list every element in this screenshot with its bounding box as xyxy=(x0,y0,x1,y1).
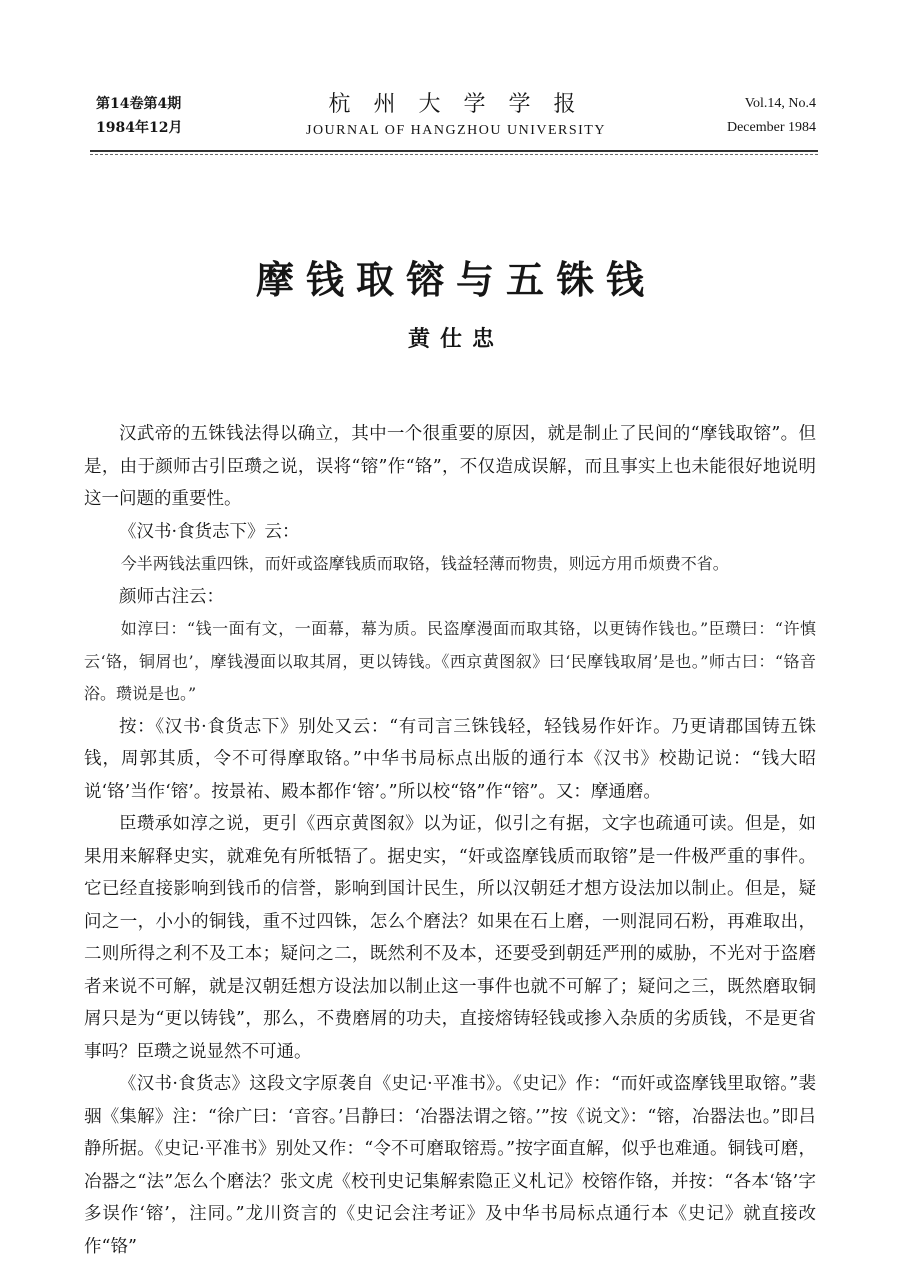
volume-issue-cn: 第14卷第4期 xyxy=(96,96,182,112)
paragraph-1: 汉武帝的五铢钱法得以确立，其中一个很重要的原因，就是制止了民间的“摩钱取镕”。但是，由于颜师古引臣瓒之说，误将“镕”作“铬”，不仅造成误解，而且事实上也未能很好地说明这一问题的重要性。 xyxy=(84,424,816,509)
date-en: December 1984 xyxy=(726,120,816,135)
quote-hanshu: 今半两钱法重四铢，而奸或盗摩钱质而取铬，钱益轻薄而物贵，则远方用币烦费不省。 xyxy=(120,554,729,573)
header-rule xyxy=(90,150,818,152)
journal-name-en: JOURNAL OF HANGZHOU UNIVERSITY xyxy=(306,123,606,138)
paragraph-citation-yan: 颜师古注云： xyxy=(119,586,224,607)
volume-issue-en: Vol.14, No.4 xyxy=(744,96,816,111)
article-title: 摩钱取镕与五铢钱 xyxy=(255,257,656,302)
article-author: 黄仕忠 xyxy=(407,326,504,352)
paragraph-4: 《汉书·食货志》这段文字原袭自《史记·平准书》。《史记》作：“而奸或盗摩钱里取镕。”裴骃《集解》注：“徐广曰：‘音容。’吕静曰：‘冶器法谓之镕。’”按《说文》：“镕，冶器法也。”即吕静所据。《史记·平准书》别处又作：“令不可磨取镕焉。”按字面直解，似乎也难通。铜钱可磨，冶器之“法”怎么个磨法？张文虎《校刊史记集解索隐正义札记》校镕作铬，并按：“各本‘铬’字多误作‘镕’，注同。”龙川资言的《史记会注考证》及中华书局标点通行本《史记》就直接改作“铬” xyxy=(84,1074,816,1257)
article-body xyxy=(84,418,816,1263)
paragraph-2: 按：《汉书·食货志下》别处又云：“有司言三铢钱轻，轻钱易作奸诈。乃更请郡国铸五铢钱，周郭其质，令不可得摩取铬。”中华书局标点出版的通行本《汉书》校勘记说：“钱大昭说‘铬’当作‘镕’。按景祐、殿本都作‘镕’。”所以校“铬”作“镕”。又：摩通磨。 xyxy=(84,716,816,802)
header-center-block xyxy=(96,90,816,142)
quote-yan-commentary: 如淳曰：“钱一面有文，一面幕，幕为质。民盗摩漫面而取其铬，以更铸作钱也。”臣瓒曰：“许慎云‘铬，铜屑也’，摩钱漫面以取其屑，更以铸钱。《西京黄图叙》曰‘民摩钱取屑’是也。”师古曰：“铬音浴。瓒说是也。” xyxy=(84,619,816,703)
paragraph-citation-hanshu: 《汉书·食货志下》云： xyxy=(119,521,300,542)
journal-header xyxy=(96,92,816,154)
date-cn: 1984年12月 xyxy=(96,120,183,136)
journal-name-cn: 杭 州 大 学 学 报 xyxy=(328,92,584,117)
header-rule-dashed xyxy=(90,154,818,155)
header-right-block xyxy=(727,92,816,140)
paragraph-3: 臣瓒承如淳之说，更引《西京黄图叙》以为证，似引之有据，文字也疏通可读。但是，如果用来解释史实，就难免有所牴牾了。据史实，“奸或盗摩钱质而取镕”是一件极严重的事件。它已经直接影响到钱币的信誉，影响到国计民生，所以汉朝廷才想方设法加以制止。但是，疑问之一，小小的铜钱，重不过四铢，怎么个磨法？如果在石上磨，一则混同石粉，再难取出，二则所得之利不及工本；疑问之二，既然利不及本，还要受到朝廷严刑的威胁，不光对于盗磨者来说不可解，就是汉朝廷想方设法加以制止这一事件也就不可解了；疑问之三，既然磨取铜屑只是为“更以铸钱”，那么，不费磨屑的功夫，直接熔铸轻钱或掺入杂质的劣质钱，不是更省事吗？臣瓒之说显然不可通。 xyxy=(84,814,816,1062)
